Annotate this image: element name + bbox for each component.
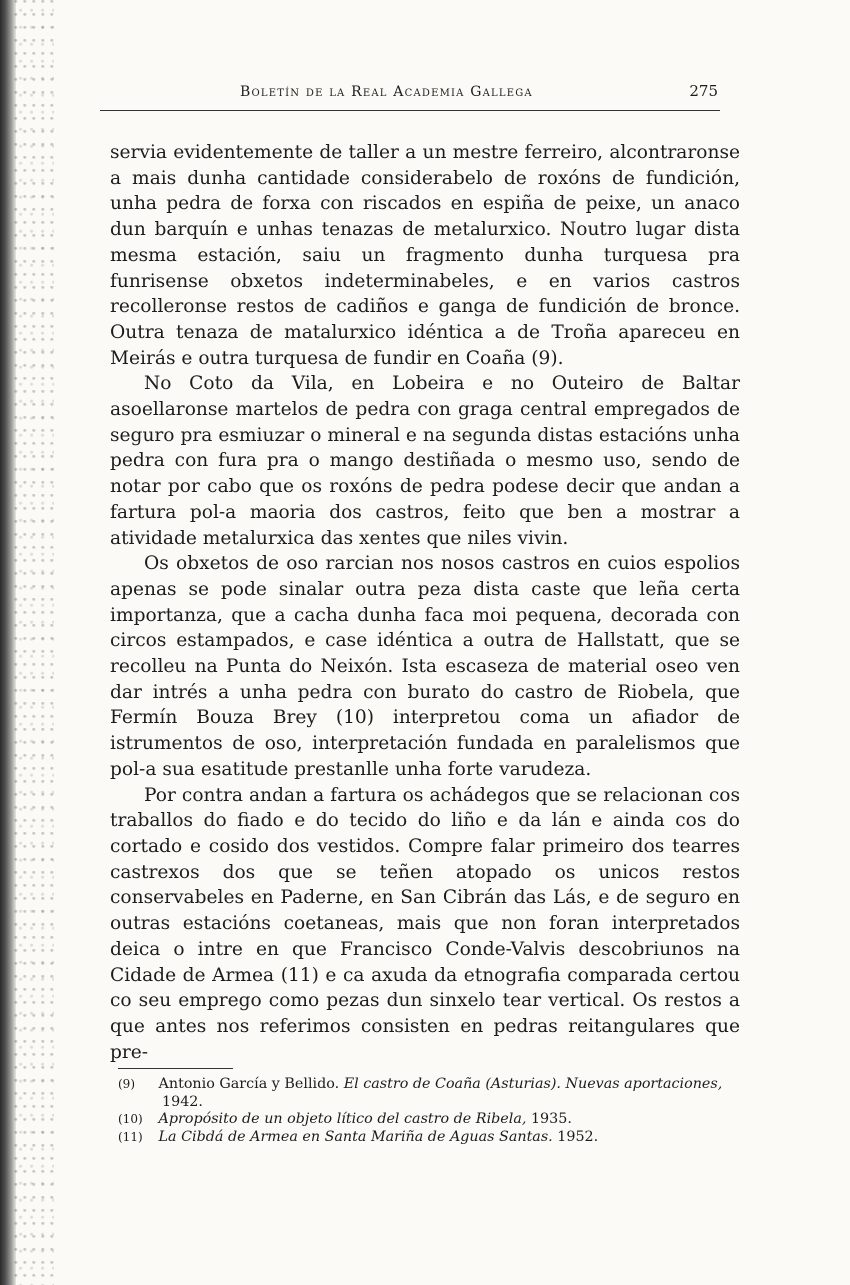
footnote-title: Apropósito de un objeto lítico del castro de Ribela, [158,1111,527,1128]
footnote-year: 1942. [162,1093,203,1110]
paragraph-3: Os obxetos de oso rarcian nos nosos castros en cuios espolios apenas se pode sinalar outra peza dista caste que leña certa importanza, que a cacha dunha faca moi pequena, decorada con circos estampados, e case idéntica a outra de Hallstatt, que se recolleu na Punta do Neixón. Ista escaseza de material oseo ven dar intrés a unha pedra con burato do castro de Riobela, que Fermín Bouza Brey (10) interpretou coma un afiador de istrumentos de oso, interpretación fundada en paralelismos que pol-a sua esatitude prestanlle unha forte varudeza. [110,553,740,780]
footnote-author: Antonio García y Bellido. [158,1076,340,1092]
footnote-marker: (10) [118,1112,143,1127]
footnote-marker: (11) [118,1129,143,1144]
scan-noise [14,0,54,1285]
footnote-11 [118,1129,750,1147]
footnote-title: La Cibdá de Armea en Santa Mariña de Aguas Santas. [158,1128,553,1145]
footnote-year: 1935. [530,1111,572,1128]
footnote-divider [118,1068,233,1069]
running-title: Boletín de la Real Academia Gallega [240,84,533,100]
page-number: 275 [689,82,718,100]
paragraph-1: servia evidentemente de taller a un mestre ferreiro, alcontraronse a mais dunha cantidade considerabelo de roxóns de fundición, unha pedra de forxa con riscados en espiña de peixe, un anaco dun barquín e unhas tenazas de metalurxico. Noutro lugar dista mesma estación, saiu un fragmento dunha turquesa pra funrisense obxetos indeterminabeles, e en varios castros recolleronse restos de cadiños e ganga de fundición de bronce. Outra tenaza de matalurxico idéntica a de Troña apareceu en Meirás e outra turquesa de fundir en Coaña (9). [110,142,740,369]
footnote-10 [118,1111,750,1129]
paragraph-2: No Coto da Vila, en Lobeira e no Outeiro de Baltar asoellaronse martelos de pedra con graga central empregados de seguro pra esmiuzar o mineral e na segunda distas estacións unha pedra con fura pra o mango destiñada o mesmo uso, sendo de notar por cabo que os roxóns de pedra podese decir que andan a fartura pol-a maoria dos castros, feito que ben a mostrar a atividade metalurxica das xentes que niles vivin. [110,373,740,549]
footnote-marker: (9) [118,1077,135,1091]
footnotes [118,1076,750,1146]
paragraph-4: Por contra andan a fartura os achádegos que se relacionan cos traballos do fiado e do tecido do liño e da lán e ainda cos do cortado e cosido dos vestidos. Compre falar primeiro dos tearres castrexos dos que se teñen atopado os unicos restos conservabeles en Paderne, en San Cibrán das Lás, e de seguro en outras estacións coetaneas, mais que non foran interpretados deica o intre en que Francisco Conde-Valvis descobriunos na Cidade de Armea (11) e ca axuda da etnografia comparada certou co seu emprego como pezas dun sinxelo tear vertical. Os restos a que antes nos referimos consisten en pedras reitangulares que pre- [110,784,740,1063]
footnote-year: 1952. [557,1128,599,1145]
page-header [100,78,720,111]
body-text [110,140,740,1065]
footnote-title: El castro de Coaña (Asturias). Nuevas aportaciones, [343,1076,723,1092]
footnote-9 [118,1076,750,1111]
